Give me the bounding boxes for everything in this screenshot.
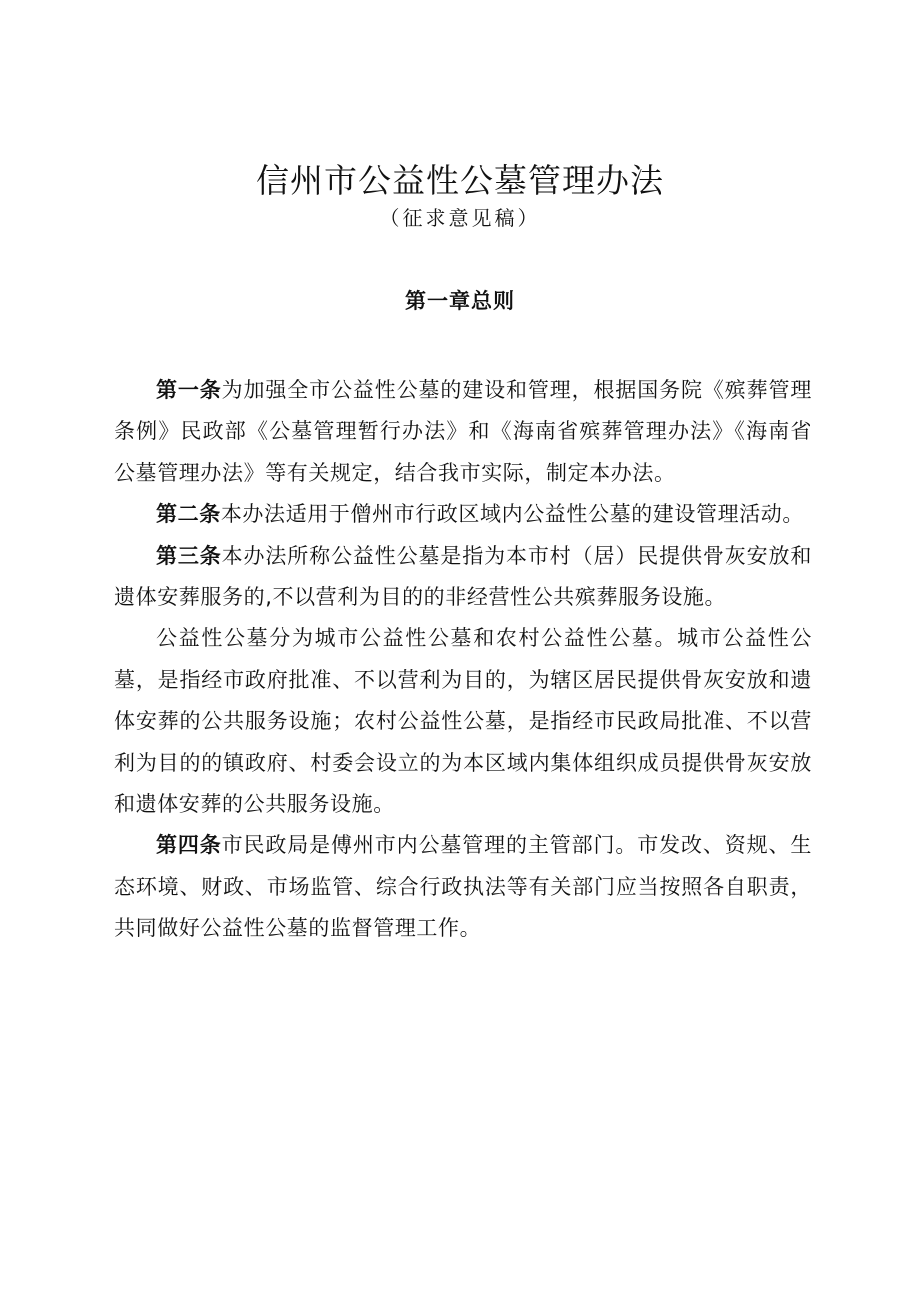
- paragraph-text: 公益性公墓分为城市公益性公墓和农村公益性公墓。城市公益性公墓，是指经市政府批准、不以营利为目的，为辖区居民提供骨灰安放和遗体安葬的公共服务设施；农村公益性公墓，是指经市民政局批准、不以营利为目的的镇政府、村委会设立的为本区域内集体组织成员提供骨灰安放和遗体安葬的公共服务设施。: [114, 626, 812, 817]
- article-number: 第三条: [156, 543, 222, 568]
- document-body: [114, 370, 812, 950]
- article-1-paragraph: [114, 370, 812, 494]
- article-text: 本办法所称公益性公墓是指为本市村（居）民提供骨灰安放和遗体安葬服务的,不以营利为目的的非经营性公共殡葬服务设施。: [114, 543, 812, 610]
- article-2-paragraph: [114, 494, 812, 535]
- document-subtitle: （征求意见稿）: [379, 206, 541, 230]
- article-text: 市民政局是傅州市内公墓管理的主管部门。市发改、资规、生态环境、财政、市场监管、综合行政执法等有关部门应当按照各自职责，共同做好公益性公墓的监督管理工作。: [114, 833, 812, 941]
- article-3-paragraph: [114, 536, 812, 619]
- article-text: 为加强全市公益性公墓的建设和管理，根据国务院《殡葬管理条例》民政部《公墓管理暂行办法》和《海南省殡葬管理办法》《海南省公墓管理办法》等有关规定，结合我市实际，制定本办法。: [114, 378, 812, 485]
- article-number: 第一条: [156, 378, 222, 402]
- article-4-paragraph: [114, 825, 812, 949]
- article-3-continuation-paragraph: [114, 618, 812, 825]
- article-number: 第二条: [156, 502, 221, 527]
- document-title: 信州市公益性公墓管理办法: [256, 161, 664, 200]
- article-text: 本办法适用于僧州市行政区域内公益性公墓的建设管理活动。: [220, 502, 805, 527]
- article-number: 第四条: [156, 833, 222, 858]
- chapter-heading: 第一章总则: [405, 289, 515, 313]
